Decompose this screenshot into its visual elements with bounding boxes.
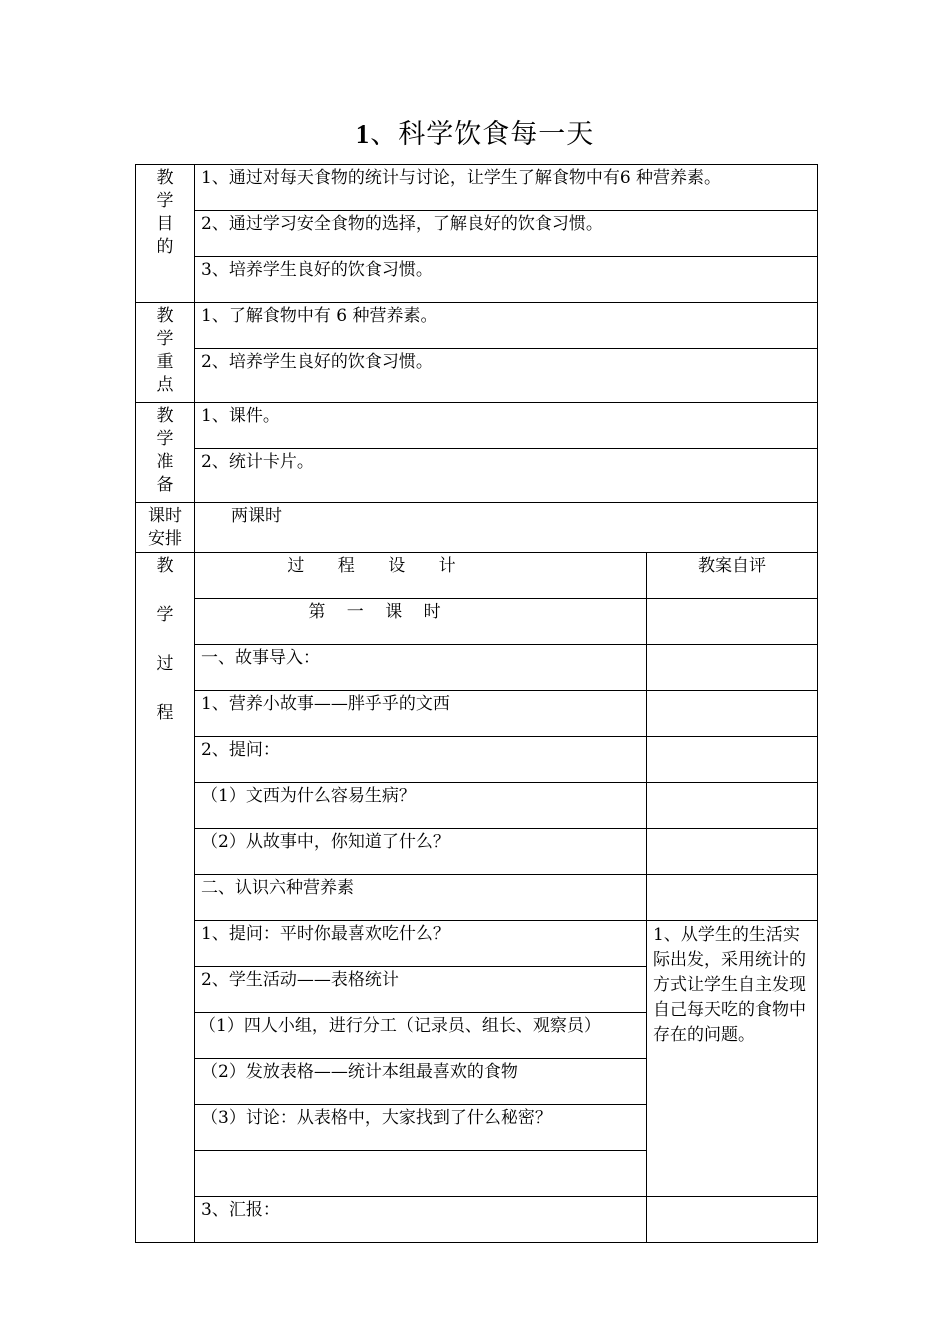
process-step: （3）讨论：从表格中，大家找到了什么秘密？ — [195, 1105, 647, 1151]
objectives-label: 教 学 目 的 — [136, 165, 195, 303]
self-eval-cell — [647, 599, 818, 645]
process-step: 1、营养小故事——胖乎乎的文西 — [195, 691, 647, 737]
process-step-spacer — [195, 1151, 647, 1197]
key-point-item: 2、培养学生良好的饮食习惯。 — [195, 349, 818, 403]
objectives-row — [136, 165, 818, 211]
self-eval-cell — [647, 783, 818, 829]
process-step: （1）四人小组，进行分工（记录员、组长、观察员） — [195, 1013, 647, 1059]
key-points-label: 教 学 重 点 — [136, 303, 195, 403]
process-step: （2）从故事中，你知道了什么？ — [195, 829, 647, 875]
schedule-row — [136, 503, 818, 553]
self-eval-cell — [647, 645, 818, 691]
key-points-row — [136, 303, 818, 349]
process-step: （1）文西为什么容易生病？ — [195, 783, 647, 829]
design-header: 过 程 设 计 — [195, 553, 647, 599]
key-point-item: 1、了解食物中有 6 种营养素。 — [195, 303, 818, 349]
self-eval-cell — [647, 1197, 818, 1243]
self-eval-cell — [647, 691, 818, 737]
process-step: 1、提问：平时你最喜欢吃什么？ — [195, 921, 647, 967]
process-step: 二、认识六种营养素 — [195, 875, 647, 921]
schedule-value: 两课时 — [195, 503, 818, 553]
objective-item: 3、培养学生良好的饮食习惯。 — [195, 257, 818, 303]
self-eval-note: 1、从学生的生活实际出发，采用统计的方式让学生自主发现自己每天吃的食物中存在的问题。 — [647, 921, 818, 1197]
schedule-label: 课时 安排 — [136, 503, 195, 553]
process-step: 3、汇报： — [195, 1197, 647, 1243]
self-eval-cell — [647, 737, 818, 783]
process-step: 一、故事导入： — [195, 645, 647, 691]
self-eval-cell — [647, 875, 818, 921]
objective-item: 1、通过对每天食物的统计与讨论，让学生了解食物中有6 种营养素。 — [195, 165, 818, 211]
preparation-item: 1、课件。 — [195, 403, 818, 449]
self-eval-header: 教案自评 — [647, 553, 818, 599]
process-label: 教 学 过 程 — [136, 553, 195, 1243]
self-eval-cell — [647, 829, 818, 875]
preparation-label: 教 学 准 备 — [136, 403, 195, 503]
process-step: 2、提问： — [195, 737, 647, 783]
process-header-row — [136, 553, 818, 599]
session-label: 第 一 课 时 — [195, 599, 647, 645]
process-step: 2、学生活动——表格统计 — [195, 967, 647, 1013]
objective-item: 2、通过学习安全食物的选择，了解良好的饮食习惯。 — [195, 211, 818, 257]
process-step: （2）发放表格——统计本组最喜欢的食物 — [195, 1059, 647, 1105]
preparation-item: 2、统计卡片。 — [195, 449, 818, 503]
page-title: 1、科学饮食每一天 — [355, 119, 595, 150]
preparation-row — [136, 403, 818, 449]
lesson-plan-table — [135, 164, 818, 1243]
